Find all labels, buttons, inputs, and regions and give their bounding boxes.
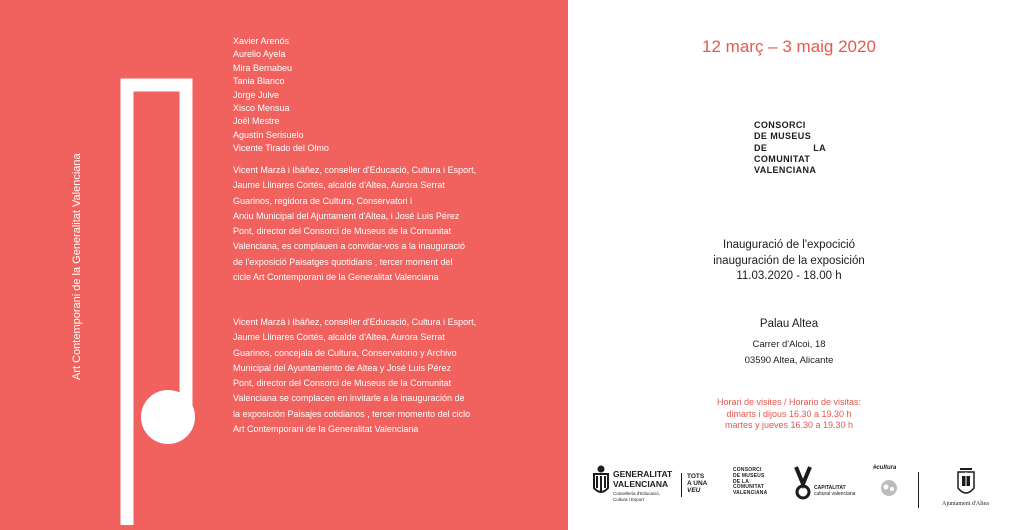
sponsor-logos xyxy=(568,462,1010,522)
artist-name: Aurelio Ayela xyxy=(233,49,286,60)
inauguration-line: inauguración de la exposición xyxy=(713,254,865,267)
inauguration-line: Inauguració de l'expocició xyxy=(723,239,855,251)
artist-name: Joël Mestre xyxy=(233,116,280,127)
invitation-line: Arxiu Municipal del Ajuntament d'Altea, i José Luis Pérez xyxy=(233,210,460,221)
invitation-line: Guarinos, regidora de Cultura, Conservatori i xyxy=(233,195,413,206)
cultura-mark-icon xyxy=(877,479,901,497)
consorci-logo-line: DE MUSEUS xyxy=(754,131,812,142)
address-line: 03590 Altea, Alicante xyxy=(744,355,834,366)
invitation-line: la exposición Paisajes cotidianos , tercer momento del ciclo xyxy=(233,408,471,419)
consorci-logo-line: CONSORCI xyxy=(754,120,806,130)
exhibition-dates: 12 març – 3 maig 2020 xyxy=(702,37,876,56)
invitation-valencian xyxy=(233,163,503,285)
venue-address xyxy=(568,337,1010,369)
artist-name: Vicente Tirado del Olmo xyxy=(233,143,329,154)
invitation-spanish xyxy=(233,315,503,437)
generalitat-name-line: VALENCIANA xyxy=(613,478,669,489)
hours-title: Horari de visites / Horario de visitas: xyxy=(716,397,862,407)
consorci-logo-word: LA xyxy=(813,142,826,153)
generalitat-name-line: GENERALITAT xyxy=(613,469,673,479)
cultura-logo xyxy=(873,465,909,505)
consorci-small-line: DE MUSEUS xyxy=(733,472,765,479)
cultura-text: #cultura xyxy=(873,465,897,471)
consorci-logo xyxy=(754,120,826,176)
capitalitat-text xyxy=(814,486,855,497)
invitation-line: Art Contemporani de la Generalitat Valenciana xyxy=(233,424,419,435)
consorci-small-line: COMUNITAT xyxy=(733,484,765,491)
hours-line: martes y jueves 16.30 a 19.30 h xyxy=(724,420,854,430)
invitation-line: Municipal del Ayuntamiento de Altea y José Luis Pérez xyxy=(233,362,451,373)
tots-logo-line: VEU xyxy=(687,487,701,494)
consorci-small-line: VALENCIANA xyxy=(733,490,768,497)
invitation-line: Guarinos, concejala de Cultura, Conservatorio y Archivo xyxy=(233,347,457,358)
invitation-line: cicle Art Contemporani de la Generalitat Valenciana xyxy=(233,272,439,283)
tots-logo-line: TOTS xyxy=(687,473,705,480)
artist-name: Tania Blanco xyxy=(233,76,285,87)
capitalitat-name: CAPITALITAT xyxy=(814,485,846,491)
tots-a-una-veu-logo xyxy=(681,473,707,497)
artist-name: Jorge Julve xyxy=(233,89,280,100)
generalitat-department xyxy=(613,491,660,503)
consorci-logo-word: DE xyxy=(754,142,768,153)
artist-name: Xavier Arenós xyxy=(233,36,290,46)
decorative-line-icon xyxy=(120,70,200,530)
artist-list xyxy=(233,35,329,156)
capitalitat-subtitle: cultural valenciana xyxy=(814,490,856,497)
artist-name: Mira Bernabeu xyxy=(233,62,293,73)
invitation-line: Jaume Llinares Cortés, alcalde d'Altea, Aurora Serrat xyxy=(233,180,445,191)
altea-text: Ajuntament d'Altea xyxy=(942,501,989,507)
generalitat-department-line: Cultura i Esport xyxy=(613,497,645,502)
venue-name: Palau Altea xyxy=(759,318,819,330)
consorci-logo-line xyxy=(754,143,826,154)
hours-line: dimarts i dijous 16.30 a 19.30 h xyxy=(726,408,852,419)
consorci-small-line: DE LA xyxy=(733,478,749,485)
artist-name: Xisco Mensua xyxy=(233,103,290,114)
inauguration-datetime: 11.03.2020 - 18.00 h xyxy=(736,270,842,283)
capitalitat-mark-icon xyxy=(793,465,813,501)
invitation-line: Valenciana, es complauen a convidar-vos a la inauguració xyxy=(233,241,465,252)
inauguration-info xyxy=(568,238,1010,285)
address-line: Carrer d'Alcoi, 18 xyxy=(752,339,826,350)
tots-logo-line: A UNA xyxy=(687,480,708,487)
altea-crest-icon xyxy=(955,464,977,500)
invitation-line: Jaume Llinares Cortés, alcalde d'Altea, Aurora Serrat xyxy=(233,332,445,343)
vertical-cycle-label: Art Contemporani de la Generalitat Valenciana xyxy=(71,153,83,380)
invitation-line: Pont, director del Consorci de Museus de la Comunitat xyxy=(233,378,452,389)
visiting-hours xyxy=(568,397,1010,432)
logo-divider xyxy=(918,472,919,508)
invitation-line: Vicent Marzà i Ibáñez, conseller d'Educació, Cultura i Esport, xyxy=(233,317,477,327)
invitation-line: Pont, director del Consorci de Museus de la Comunitat xyxy=(233,226,452,237)
generalitat-department-line: Conselleria d'Educació, xyxy=(613,491,660,496)
consorci-small-line: CONSORCI xyxy=(733,467,762,473)
artist-name: Agustín Serisuelo xyxy=(233,129,304,140)
generalitat-crest-icon xyxy=(591,464,611,498)
consorci-small-logo xyxy=(733,468,767,497)
consorci-logo-line: VALENCIANA xyxy=(754,165,817,176)
consorci-logo-line: COMUNITAT xyxy=(754,153,811,164)
right-panel xyxy=(568,0,1010,530)
invitation-line: Vicent Marzà i Ibáñez, conseller d'Educació, Cultura i Esport, xyxy=(233,165,477,175)
invitation-line: de l'exposició Paisatges quotidians , tercer moment del xyxy=(233,256,453,267)
invitation-line: Valenciana se complacen en invitarle a la inauguración de xyxy=(233,393,465,404)
generalitat-name xyxy=(613,470,672,489)
